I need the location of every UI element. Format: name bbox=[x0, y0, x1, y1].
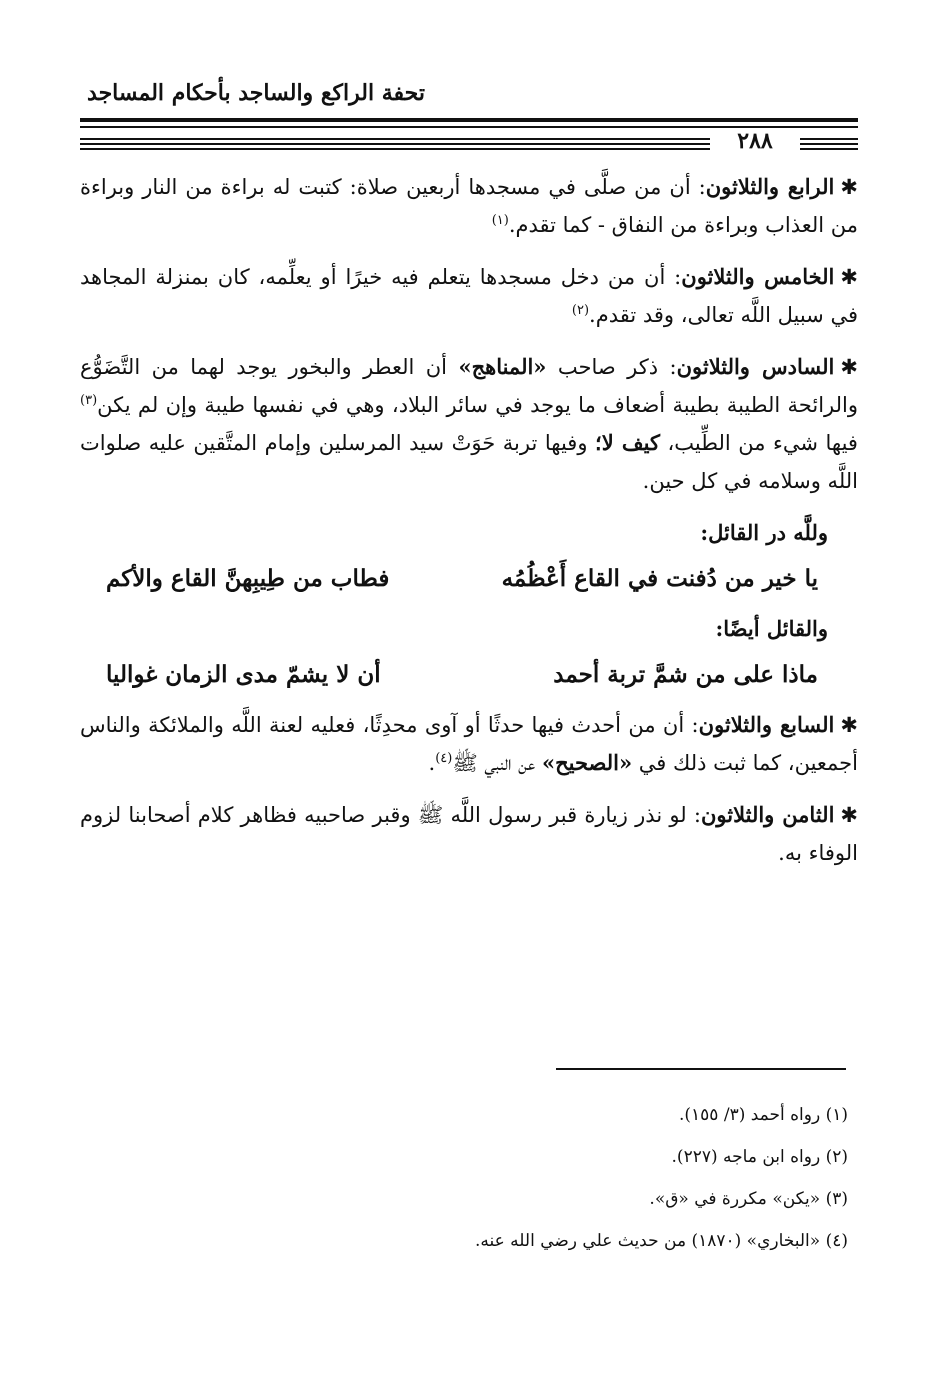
paragraph-text: فيها شيء من الطِّيب، bbox=[667, 431, 858, 455]
page-number-lines-left bbox=[80, 138, 710, 153]
paragraph-text: : أن من صلَّى في مسجدها أربعين صلاة: كتبت له براءة من النار وبراءة من العذاب وبراءة من النفاق - كما تقدم. bbox=[80, 175, 858, 237]
book-title: «المناهج» bbox=[458, 354, 547, 379]
footnote-marker[interactable]: (٤) bbox=[435, 751, 453, 766]
footnote-item: (١) رواه أحمد (٣/ ١٥٥). bbox=[678, 1105, 848, 1125]
footnote-item: (٤) «البخاري» (١٨٧٠) من حديث علي رضي الله عنه. bbox=[474, 1231, 848, 1251]
page-number-lines-right bbox=[800, 138, 858, 153]
running-header-title: تحفة الراكع والساجد بأحكام المساجد bbox=[87, 80, 425, 106]
main-text bbox=[80, 168, 858, 886]
paragraph-text: : ذكر صاحب bbox=[557, 355, 677, 379]
star-icon: ✱ bbox=[840, 265, 858, 289]
paragraph-38 bbox=[80, 796, 858, 872]
verse-second-hemistich: أن لا يشمّ مدى الزمان غواليا bbox=[106, 661, 381, 688]
paragraph-heading: الرابع والثلاثون bbox=[705, 174, 835, 199]
paragraph-heading: الخامس والثلاثون bbox=[681, 264, 835, 289]
poem-intro: وللَّه در القائل: bbox=[700, 520, 828, 545]
paragraph-heading: الثامن والثلاثون bbox=[700, 802, 835, 827]
verse-second-hemistich: فطاب من طِيبِهنَّ القاع والأكم bbox=[106, 565, 390, 592]
paragraph-text: : لو نذر زيارة قبر رسول اللَّه ﷺ وقبر صاحبيه فظاهر كلام أصحابنا لزوم الوفاء به. bbox=[80, 803, 858, 865]
footnote-marker[interactable]: (١) bbox=[491, 213, 509, 228]
page-number: ٢٨٨ bbox=[737, 128, 773, 154]
verse-first-hemistich: ماذا على من شمَّ تربة أحمد bbox=[553, 661, 818, 688]
footnote-item: (٢) رواه ابن ماجه (٢٢٧). bbox=[671, 1147, 848, 1167]
star-icon: ✱ bbox=[840, 355, 858, 379]
paragraph-heading: السابع والثلاثون bbox=[698, 712, 835, 737]
footnote-marker[interactable]: (٣) bbox=[80, 393, 98, 408]
page-number-row bbox=[0, 128, 945, 154]
star-icon: ✱ bbox=[840, 175, 858, 199]
paragraph-text: : أن من أحدث فيها حدثًا أو آوى محدِثًا، فعليه لعنة اللَّه والملائكة والناس أجمعين، كما ثبت ذلك في bbox=[80, 713, 858, 775]
book-title: «الصحيح» bbox=[541, 750, 633, 775]
header-rule-thick bbox=[80, 118, 858, 122]
footnote-divider bbox=[556, 1068, 846, 1070]
poem-verse bbox=[106, 558, 818, 600]
emphasis-text: كيف لا؛ bbox=[595, 430, 660, 455]
verse-first-hemistich: يا خير من دُفنت في القاع أَعْظُمُه bbox=[501, 565, 818, 592]
footnote-item: (٣) «يكن» مكررة في «ق». bbox=[649, 1189, 848, 1209]
paragraph-text: عن النبي ﷺ bbox=[452, 751, 536, 775]
paragraph-35 bbox=[80, 258, 858, 334]
paragraph-36 bbox=[80, 348, 858, 500]
footnote-marker[interactable]: (٢) bbox=[571, 303, 590, 318]
paragraph-37 bbox=[80, 706, 858, 782]
poem-intro: والقائل أيضًا: bbox=[715, 616, 828, 641]
footnotes bbox=[80, 1094, 848, 1262]
paragraph-heading: السادس والثلاثون bbox=[676, 354, 835, 379]
paragraph-text: وفيها تربة حَوَتْ سيد المرسلين وإمام المتَّقين عليه صلوات اللَّه وسلامه في كل حين. bbox=[80, 431, 858, 493]
paragraph-text: أن العطر والبخور يوجد لهما من التَّضَوُّع والرائحة الطيبة بطيبة أضعاف ما يوجد في سائر البلاد، وهي في نفسها طيبة وإن لم يكن bbox=[80, 355, 858, 417]
paragraph-text: : أن من دخل مسجدها يتعلم فيه خيرًا أو يعلِّمه، كان بمنزلة المجاهد في سبيل اللَّه تعالى، وقد تقدم. bbox=[80, 265, 858, 327]
star-icon: ✱ bbox=[840, 803, 859, 827]
paragraph-text: . bbox=[428, 751, 436, 775]
paragraph-34 bbox=[80, 168, 858, 244]
poem-verse bbox=[106, 654, 818, 696]
star-icon: ✱ bbox=[840, 713, 858, 737]
